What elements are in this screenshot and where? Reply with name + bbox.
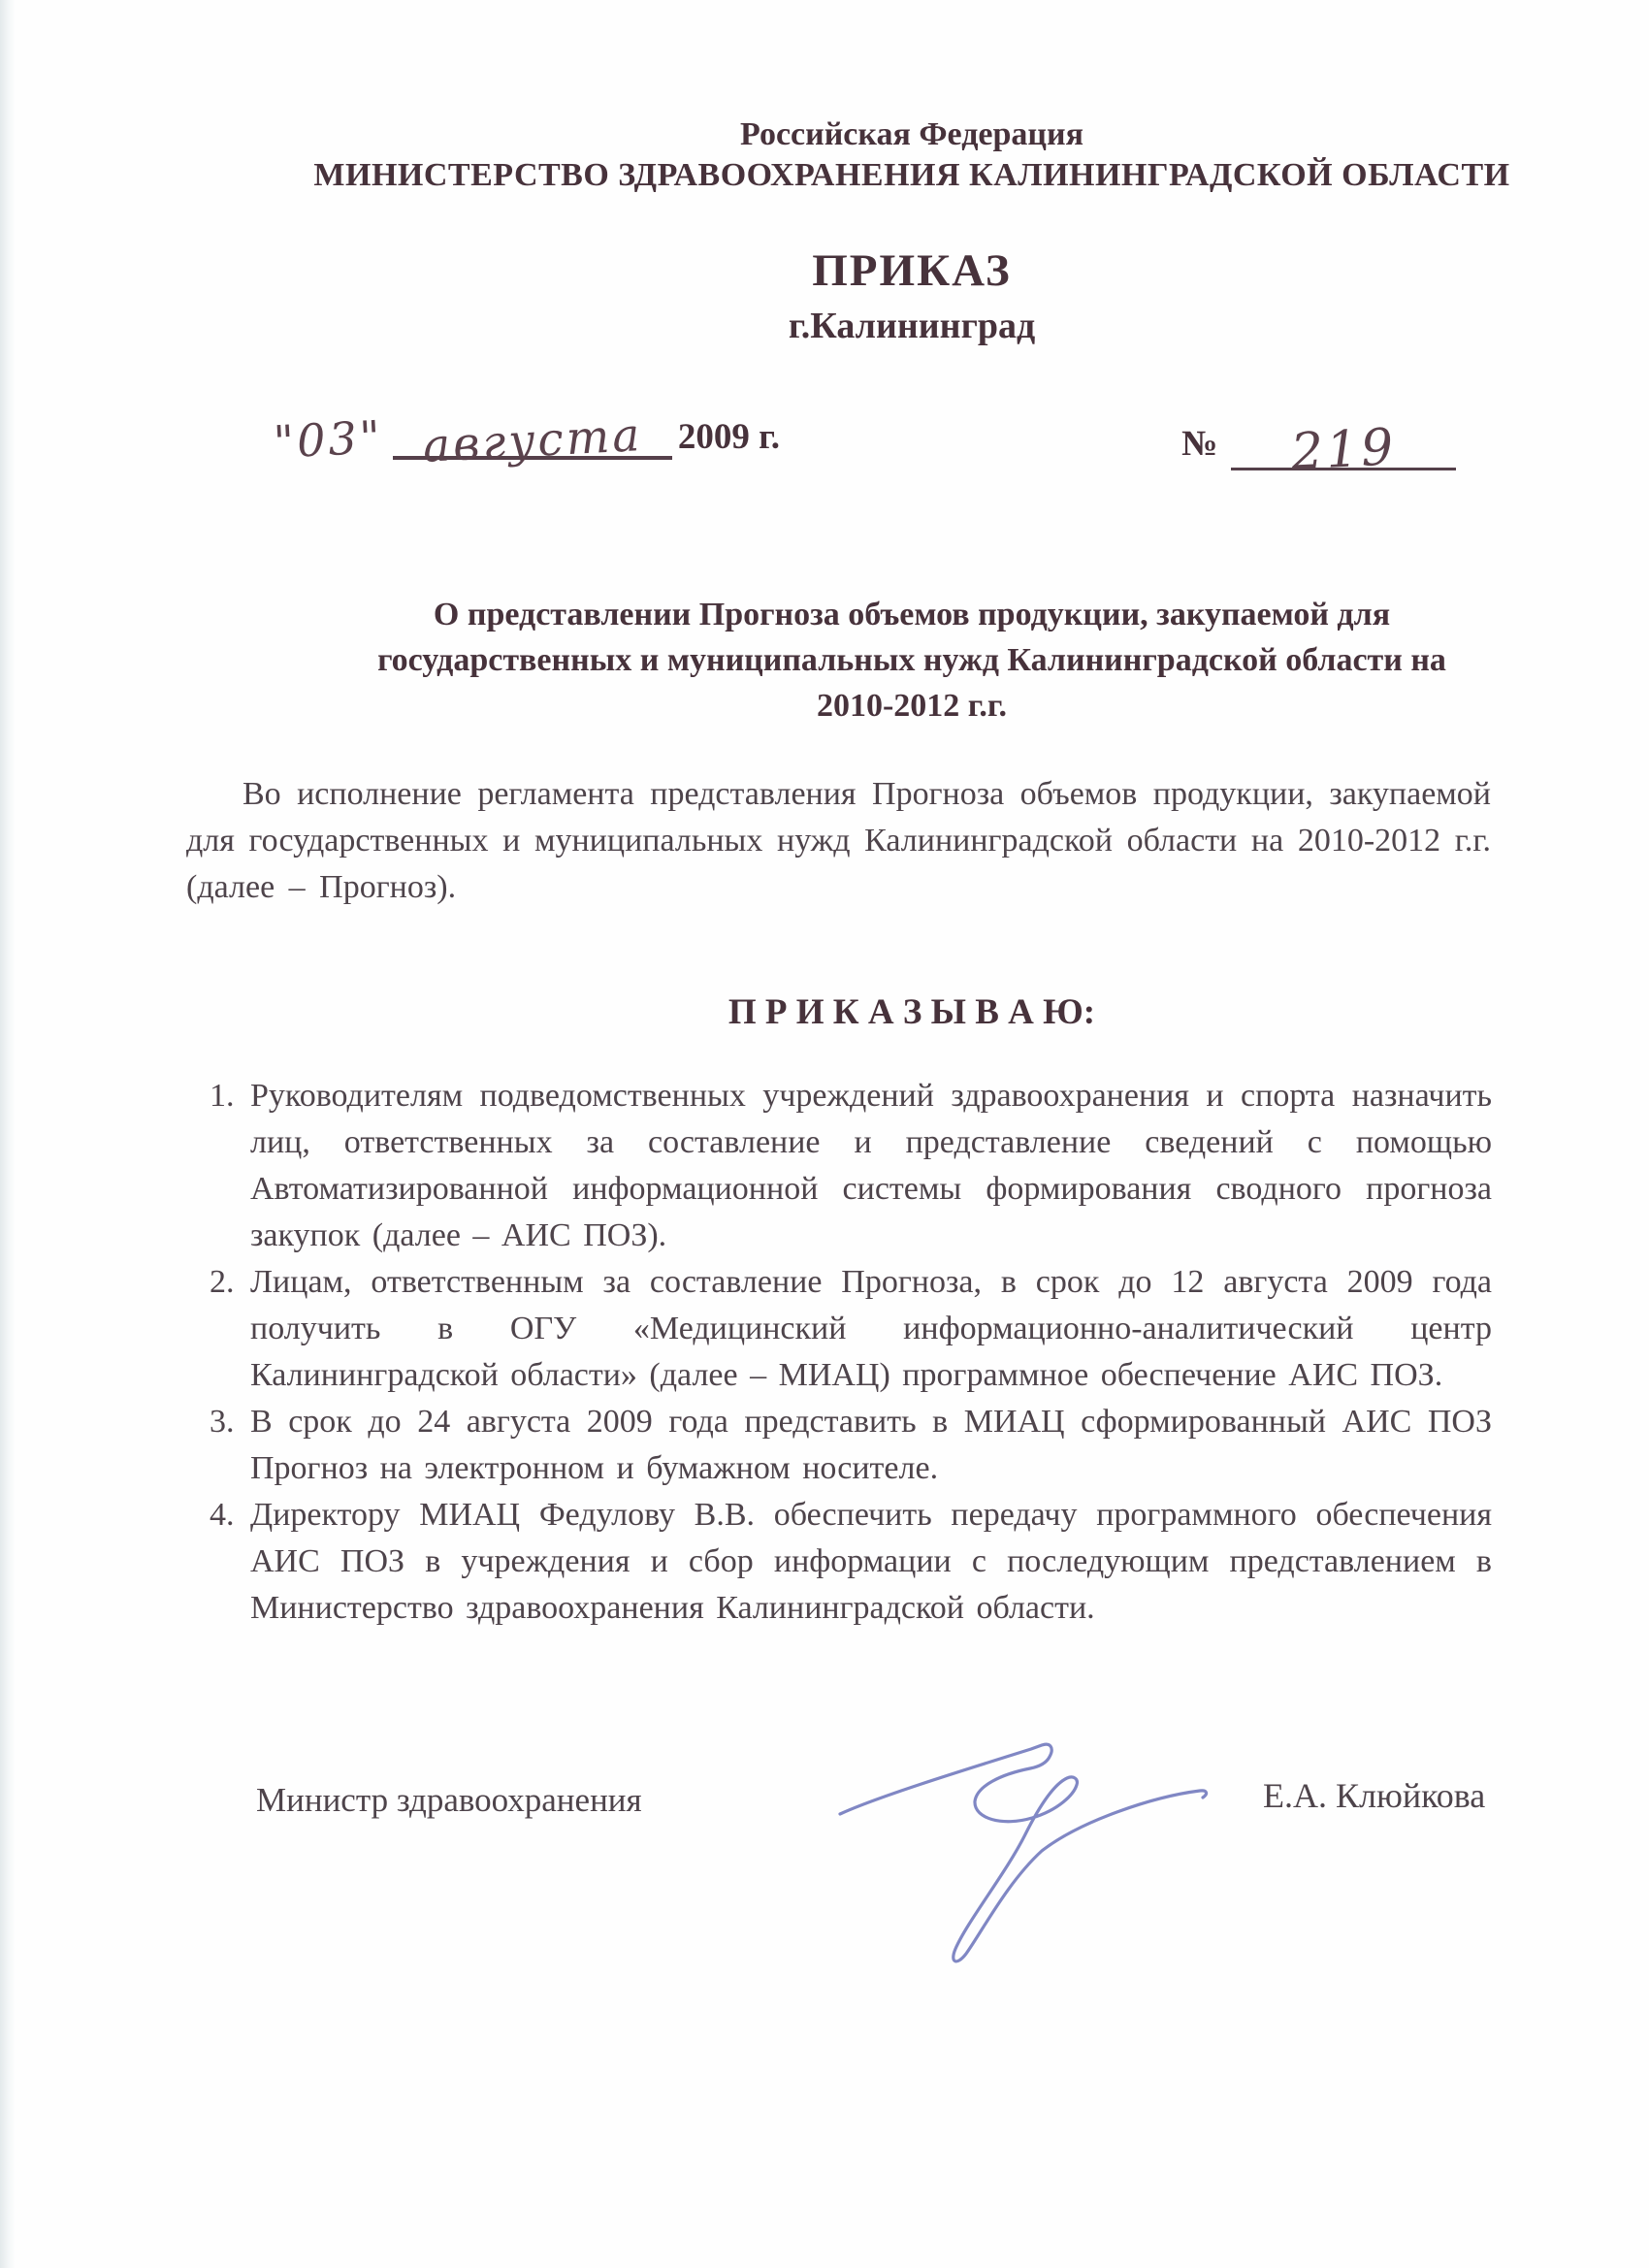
order-number-underline: [1231, 418, 1456, 482]
doc-type-title: ПРИКАЗ: [812, 245, 1012, 296]
header-ministry: МИНИСТЕРСТВО ЗДРАВООХРАНЕНИЯ КАЛИНИНГРАДСКОЙ ОБЛАСТИ: [313, 157, 1510, 193]
signature-ink: [832, 1736, 1220, 1979]
date-month-underline: [393, 408, 672, 473]
scan-edge-shadow: [0, 0, 16, 2268]
list-item: [210, 1399, 1492, 1492]
list-item: [210, 1259, 1492, 1399]
signer-name: Е.А. Клюйкова: [1263, 1776, 1486, 1815]
handwritten-day: "03": [272, 410, 385, 470]
list-item: [210, 1492, 1492, 1632]
list-item-text: Руководителям подведомственных учреждений здравоохранения и спорта назначить лиц, ответственных за составление и представление сведений с помощью Автоматизированной информационной системы формирования сводного прогноза закупок (далее – АИС ПОЗ).: [250, 1078, 1492, 1253]
document-title-line3: 2010-2012 г.г.: [816, 688, 1008, 724]
numero-sign: №: [1181, 424, 1218, 464]
order-items-list: [210, 1073, 1492, 1632]
list-item: [210, 1073, 1492, 1259]
document-title: [175, 592, 1649, 729]
document-title-line2: государственных и муниципальных нужд Калининградской области на: [377, 642, 1446, 678]
handwritten-month: августа: [421, 408, 644, 473]
list-item-number: 1.: [210, 1078, 235, 1114]
header-country: Российская Федерация: [740, 116, 1083, 152]
list-item-text: Директору МИАЦ Федулову В.В. обеспечить передачу программного обеспечения АИС ПОЗ в учреждения и сбор информации с последующим представлением в Министерство здравоохранения Калининградской области.: [250, 1497, 1492, 1626]
list-item-text: Лицам, ответственным за составление Прогноза, в срок до 12 августа 2009 года получить в ОГУ «Медицинский информационно-аналитический центр Калининградской области» (далее – МИАЦ) программное обеспечение АИС ПОЗ.: [250, 1264, 1492, 1393]
list-item-number: 4.: [210, 1497, 235, 1533]
resolution-heading: П Р И К А З Ы В А Ю:: [728, 992, 1096, 1032]
intro-paragraph: Во исполнение регламента представления Прогноза объемов продукции, закупаемой для государственных и муниципальных нужд Калининградской области на 2010-2012 г.г. (далее – Прогноз).: [186, 776, 1491, 905]
list-item-number: 3.: [210, 1404, 235, 1440]
order-number-line: [1181, 418, 1456, 482]
handwritten-order-number: 219: [1289, 418, 1398, 482]
list-item-number: 2.: [210, 1264, 235, 1300]
document-title-line1: О представлении Прогноза объемов продукции, закупаемой для: [433, 597, 1391, 632]
signer-position-title: Министр здравоохранения: [256, 1781, 642, 1819]
doc-city: г.Калининград: [788, 306, 1036, 346]
printed-year: 2009 г.: [677, 417, 780, 458]
date-line: [272, 408, 780, 473]
list-item-text: В срок до 24 августа 2009 года представить в МИАЦ сформированный АИС ПОЗ Прогноз на электронном и бумажном носителе.: [250, 1404, 1492, 1486]
